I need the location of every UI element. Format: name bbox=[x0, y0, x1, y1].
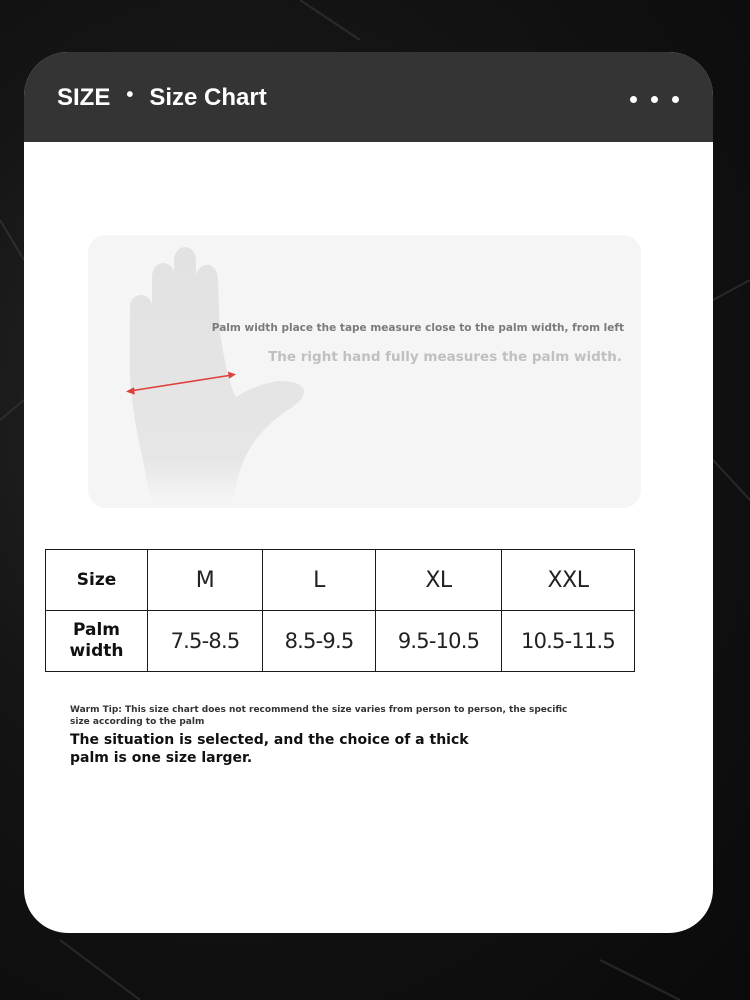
title-size: SIZE bbox=[57, 84, 111, 111]
title-separator: • bbox=[126, 83, 134, 106]
size-cell: L bbox=[263, 550, 376, 611]
page-title bbox=[57, 82, 267, 114]
table-row bbox=[46, 550, 635, 611]
palm-width-cell: 7.5-8.5 bbox=[148, 611, 263, 672]
more-dots-icon[interactable] bbox=[630, 96, 679, 103]
thick-palm-note: The situation is selected, and the choice of a thick palm is one size larger. bbox=[70, 732, 469, 766]
dot bbox=[651, 96, 658, 103]
table-row bbox=[46, 611, 635, 672]
size-header-label: Size bbox=[46, 550, 148, 611]
size-cell: XXL bbox=[502, 550, 635, 611]
size-chart-card bbox=[24, 52, 713, 933]
palm-width-cell: 8.5-9.5 bbox=[263, 611, 376, 672]
instruction-line-1: Palm width place the tape measure close to the palm width, from left bbox=[211, 322, 624, 334]
palm-width-cell: 10.5-11.5 bbox=[502, 611, 635, 672]
card-header bbox=[24, 52, 713, 142]
measurement-illustration bbox=[88, 235, 641, 508]
hand-measure-icon bbox=[88, 235, 641, 508]
palm-width-cell: 9.5-10.5 bbox=[376, 611, 502, 672]
size-table bbox=[45, 549, 635, 672]
warm-tip-text: Warm Tip: This size chart does not recommend the size varies from person to person, the specific size according to the palm bbox=[70, 705, 568, 727]
size-cell: M bbox=[148, 550, 263, 611]
dot bbox=[630, 96, 637, 103]
hand-shape bbox=[130, 247, 304, 497]
size-cell: XL bbox=[376, 550, 502, 611]
dot bbox=[672, 96, 679, 103]
instruction-line-2: The right hand fully measures the palm width. bbox=[268, 349, 622, 365]
palm-width-label: Palm width bbox=[46, 611, 148, 672]
title-size-chart: Size Chart bbox=[149, 84, 267, 111]
